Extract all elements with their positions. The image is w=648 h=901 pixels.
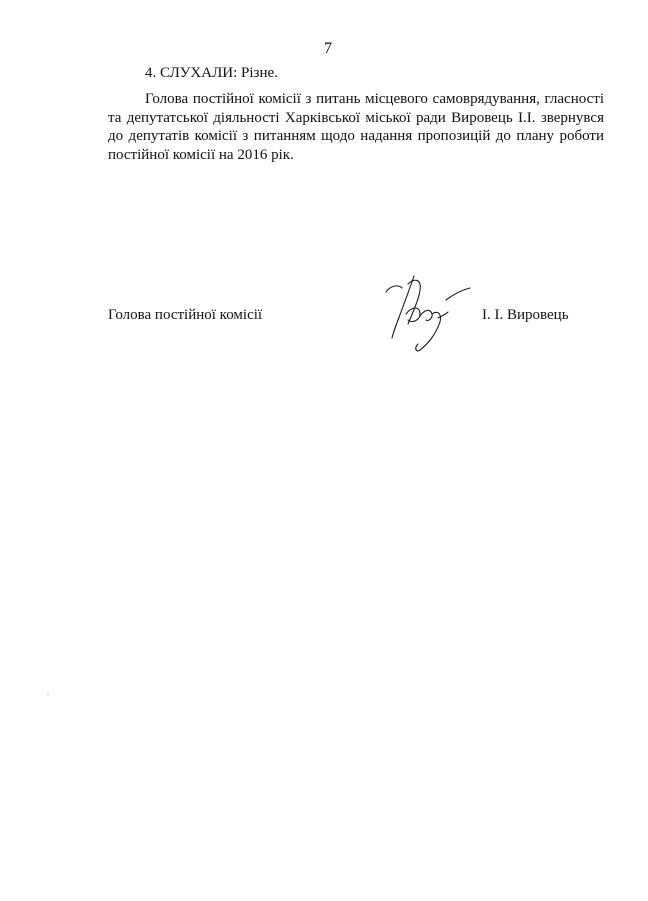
scan-margin-mark: [47, 694, 49, 695]
signer-title: Голова постійної комісії: [108, 307, 263, 323]
paragraph-line: та депутатської діяльності Харківської міської ради Вировець І.І. звернувся: [108, 109, 604, 126]
signature-block: [0, 270, 648, 370]
paragraph-line: Голова постійної комісії з питань місцевого самоврядування, гласності: [145, 91, 604, 107]
paragraph-line: до депутатів комісії з питанням щодо надання пропозицій до плану роботи: [108, 128, 604, 144]
page-number: 7: [324, 40, 332, 57]
paragraph-line: постійної комісії на 2016 рік.: [108, 146, 294, 163]
section-heading: 4. СЛУХАЛИ: Різне.: [145, 65, 278, 81]
signer-name: І. І. Вировець: [482, 307, 569, 323]
handwritten-signature-icon: [368, 270, 478, 362]
body-paragraph: [108, 90, 604, 164]
